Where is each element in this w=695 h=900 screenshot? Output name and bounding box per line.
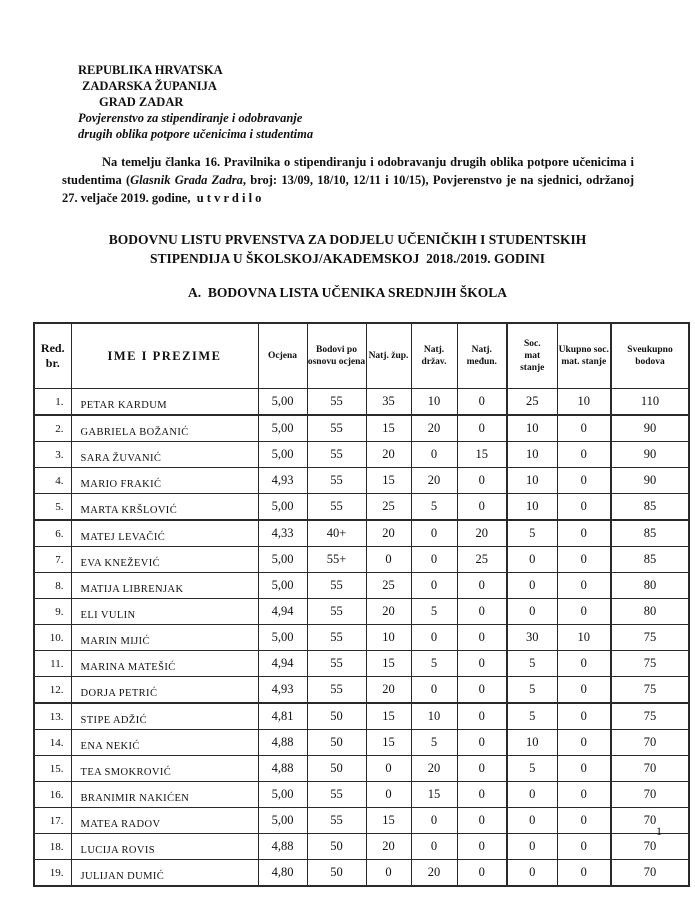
table-row — [34, 730, 689, 756]
total-points-cell: 80 — [611, 573, 689, 599]
table-row — [34, 468, 689, 494]
table-row — [34, 860, 689, 887]
col-header-state-competition: Natj. držav. — [411, 323, 457, 389]
total-points-cell: 70 — [611, 756, 689, 782]
social-status-total-cell: 0 — [557, 834, 611, 860]
grade-points-cell: 55 — [307, 808, 366, 834]
county-competition-cell: 35 — [366, 389, 411, 416]
letterhead-city: GRAD ZADAR — [99, 95, 184, 109]
state-competition-cell: 0 — [411, 625, 457, 651]
international-competition-cell: 0 — [457, 389, 507, 416]
county-competition-cell: 0 — [366, 860, 411, 887]
international-competition-cell: 0 — [457, 573, 507, 599]
social-status-cell: 0 — [507, 834, 557, 860]
state-competition-cell: 5 — [411, 599, 457, 625]
total-points-cell: 90 — [611, 468, 689, 494]
county-competition-cell: 20 — [366, 599, 411, 625]
document-title — [0, 231, 695, 268]
social-status-cell: 0 — [507, 599, 557, 625]
table-row — [34, 756, 689, 782]
international-competition-cell: 25 — [457, 547, 507, 573]
social-status-cell: 5 — [507, 520, 557, 547]
international-competition-cell: 0 — [457, 703, 507, 730]
international-competition-cell: 0 — [457, 730, 507, 756]
total-points-cell: 70 — [611, 782, 689, 808]
document-title-line1: BODOVNU LISTU PRVENSTVA ZA DODJELU UČENIČKIH I STUDENTSKIH — [108, 232, 587, 247]
col-header-social-status-total: Ukupno soc. mat. stanje — [557, 323, 611, 389]
international-competition-cell: 0 — [457, 415, 507, 442]
total-points-cell: 85 — [611, 520, 689, 547]
social-status-total-cell: 0 — [557, 782, 611, 808]
international-competition-cell: 15 — [457, 442, 507, 468]
international-competition-cell: 0 — [457, 468, 507, 494]
social-status-total-cell: 10 — [557, 389, 611, 416]
county-competition-cell: 15 — [366, 808, 411, 834]
student-name-cell: MATEJ LEVAČIĆ — [71, 520, 258, 547]
social-status-total-cell: 10 — [557, 625, 611, 651]
state-competition-cell: 20 — [411, 415, 457, 442]
social-status-cell: 25 — [507, 389, 557, 416]
county-competition-cell: 25 — [366, 573, 411, 599]
international-competition-cell: 0 — [457, 808, 507, 834]
social-status-cell: 5 — [507, 756, 557, 782]
grade-points-cell: 55 — [307, 494, 366, 521]
col-header-grade-points: Bodovi po osnovu ocjena — [307, 323, 366, 389]
col-header-total-points: Sveukupno bodova — [611, 323, 689, 389]
social-status-total-cell: 0 — [557, 520, 611, 547]
grade-cell: 5,00 — [258, 415, 307, 442]
social-status-cell: 5 — [507, 651, 557, 677]
table-row — [34, 547, 689, 573]
state-competition-cell: 0 — [411, 442, 457, 468]
total-points-cell: 110 — [611, 389, 689, 416]
international-competition-cell: 0 — [457, 651, 507, 677]
social-status-cell: 0 — [507, 573, 557, 599]
grade-points-cell: 50 — [307, 834, 366, 860]
grade-cell: 4,93 — [258, 468, 307, 494]
table-row — [34, 494, 689, 521]
county-competition-cell: 15 — [366, 703, 411, 730]
grade-cell: 4,93 — [258, 677, 307, 704]
county-competition-cell: 15 — [366, 468, 411, 494]
social-status-total-cell: 0 — [557, 547, 611, 573]
table-row — [34, 625, 689, 651]
table-row — [34, 808, 689, 834]
international-competition-cell: 0 — [457, 834, 507, 860]
social-status-cell: 10 — [507, 442, 557, 468]
student-name-cell: GABRIELA BOŽANIĆ — [71, 415, 258, 442]
social-status-cell: 10 — [507, 415, 557, 442]
county-competition-cell: 20 — [366, 834, 411, 860]
county-competition-cell: 0 — [366, 756, 411, 782]
state-competition-cell: 10 — [411, 389, 457, 416]
table-row — [34, 573, 689, 599]
social-status-total-cell: 0 — [557, 677, 611, 704]
student-name-cell: DORJA PETRIĆ — [71, 677, 258, 704]
grade-cell: 5,00 — [258, 782, 307, 808]
row-number-cell: 13. — [34, 703, 71, 730]
row-number-cell: 2. — [34, 415, 71, 442]
state-competition-cell: 5 — [411, 651, 457, 677]
total-points-cell: 70 — [611, 730, 689, 756]
row-number-cell: 9. — [34, 599, 71, 625]
international-competition-cell: 0 — [457, 756, 507, 782]
state-competition-cell: 20 — [411, 860, 457, 887]
col-header-county-competition: Natj. žup. — [366, 323, 411, 389]
state-competition-cell: 15 — [411, 782, 457, 808]
total-points-cell: 80 — [611, 599, 689, 625]
county-competition-cell: 20 — [366, 677, 411, 704]
total-points-cell: 90 — [611, 415, 689, 442]
table-row — [34, 703, 689, 730]
total-points-cell: 75 — [611, 651, 689, 677]
intro-emphasis-gazette: Glasnik Grada Zadra — [130, 173, 243, 187]
county-competition-cell: 10 — [366, 625, 411, 651]
score-table-body — [34, 389, 689, 887]
row-number-cell: 4. — [34, 468, 71, 494]
col-header-international-competition: Natj. međun. — [457, 323, 507, 389]
student-name-cell: TEA SMOKROVIĆ — [71, 756, 258, 782]
grade-points-cell: 55 — [307, 442, 366, 468]
state-competition-cell: 0 — [411, 573, 457, 599]
table-row — [34, 520, 689, 547]
state-competition-cell: 10 — [411, 703, 457, 730]
letterhead — [78, 62, 313, 142]
social-status-cell: 0 — [507, 547, 557, 573]
total-points-cell: 70 — [611, 860, 689, 887]
social-status-total-cell: 0 — [557, 442, 611, 468]
letterhead-country: REPUBLIKA HRVATSKA — [78, 63, 223, 77]
row-number-cell: 16. — [34, 782, 71, 808]
grade-cell: 5,00 — [258, 808, 307, 834]
row-number-cell: 8. — [34, 573, 71, 599]
grade-cell: 5,00 — [258, 625, 307, 651]
total-points-cell: 70 — [611, 834, 689, 860]
social-status-total-cell: 0 — [557, 703, 611, 730]
social-status-total-cell: 0 — [557, 860, 611, 887]
social-status-total-cell: 0 — [557, 468, 611, 494]
grade-cell: 5,00 — [258, 442, 307, 468]
social-status-cell: 5 — [507, 677, 557, 704]
intro-text-before: Na temelju članka 16. Pravilnika o stipendiranju i odobravanju drugih oblika potpore učenicima i studentima ( — [62, 155, 634, 187]
grade-points-cell: 55+ — [307, 547, 366, 573]
table-row — [34, 677, 689, 704]
grade-cell: 5,00 — [258, 573, 307, 599]
row-number-cell: 14. — [34, 730, 71, 756]
score-table-header — [34, 323, 689, 389]
col-header-name: IME I PREZIME — [71, 323, 258, 389]
row-number-cell: 10. — [34, 625, 71, 651]
student-name-cell: LUCIJA ROVIS — [71, 834, 258, 860]
grade-cell: 5,00 — [258, 547, 307, 573]
student-name-cell: PETAR KARDUM — [71, 389, 258, 416]
row-number-cell: 1. — [34, 389, 71, 416]
grade-cell: 4,81 — [258, 703, 307, 730]
grade-points-cell: 55 — [307, 389, 366, 416]
row-number-cell: 5. — [34, 494, 71, 521]
student-name-cell: MARIN MIJIĆ — [71, 625, 258, 651]
international-competition-cell: 0 — [457, 782, 507, 808]
col-header-social-status: Soc. mat stanje — [507, 323, 557, 389]
grade-cell: 4,33 — [258, 520, 307, 547]
row-number-cell: 17. — [34, 808, 71, 834]
state-competition-cell: 20 — [411, 468, 457, 494]
row-number-cell: 3. — [34, 442, 71, 468]
table-row — [34, 442, 689, 468]
grade-cell: 4,94 — [258, 651, 307, 677]
grade-cell: 4,88 — [258, 756, 307, 782]
total-points-cell: 85 — [611, 494, 689, 521]
grade-points-cell: 55 — [307, 625, 366, 651]
total-points-cell: 90 — [611, 442, 689, 468]
state-competition-cell: 5 — [411, 730, 457, 756]
international-competition-cell: 0 — [457, 599, 507, 625]
county-competition-cell: 0 — [366, 782, 411, 808]
table-row — [34, 389, 689, 416]
state-competition-cell: 0 — [411, 520, 457, 547]
state-competition-cell: 0 — [411, 547, 457, 573]
intro-text-after: , broj: 13/09, 18/10, 12/11 i 10/15), Povjerenstvo je na sjednici, održanoj 27. veljače 2019. godine, u t v r d i l o — [62, 173, 634, 205]
grade-cell: 5,00 — [258, 389, 307, 416]
student-name-cell: MARIO FRAKIĆ — [71, 468, 258, 494]
student-name-cell: SARA ŽUVANIĆ — [71, 442, 258, 468]
row-number-cell: 19. — [34, 860, 71, 887]
social-status-cell: 30 — [507, 625, 557, 651]
grade-cell: 4,88 — [258, 834, 307, 860]
student-name-cell: JULIJAN DUMIĆ — [71, 860, 258, 887]
total-points-cell: 75 — [611, 703, 689, 730]
section-title: A. BODOVNA LISTA UČENIKA SREDNJIH ŠKOLA — [188, 285, 507, 300]
document-title-line2: STIPENDIJA U ŠKOLSKOJ/AKADEMSKOJ 2018./2019. GODINI — [150, 250, 545, 266]
international-competition-cell: 0 — [457, 860, 507, 887]
social-status-total-cell: 0 — [557, 494, 611, 521]
social-status-total-cell: 0 — [557, 651, 611, 677]
student-name-cell: MARTA KRŠLOVIĆ — [71, 494, 258, 521]
international-competition-cell: 20 — [457, 520, 507, 547]
grade-points-cell: 50 — [307, 730, 366, 756]
grade-points-cell: 50 — [307, 756, 366, 782]
total-points-cell: 75 — [611, 625, 689, 651]
social-status-cell: 0 — [507, 860, 557, 887]
social-status-total-cell: 0 — [557, 808, 611, 834]
state-competition-cell: 0 — [411, 834, 457, 860]
row-number-cell: 12. — [34, 677, 71, 704]
table-row — [34, 834, 689, 860]
letterhead-committee-line1: Povjerenstvo za stipendiranje i odobravanje — [78, 111, 303, 125]
total-points-cell: 85 — [611, 547, 689, 573]
county-competition-cell: 15 — [366, 651, 411, 677]
grade-points-cell: 55 — [307, 782, 366, 808]
student-name-cell: EVA KNEŽEVIĆ — [71, 547, 258, 573]
grade-points-cell: 55 — [307, 468, 366, 494]
state-competition-cell: 0 — [411, 808, 457, 834]
social-status-total-cell: 0 — [557, 730, 611, 756]
score-table — [33, 322, 690, 887]
page-number: 1 — [656, 824, 662, 838]
student-name-cell: BRANIMIR NAKIĆEN — [71, 782, 258, 808]
student-name-cell: ELI VULIN — [71, 599, 258, 625]
social-status-cell: 10 — [507, 730, 557, 756]
social-status-total-cell: 0 — [557, 599, 611, 625]
state-competition-cell: 5 — [411, 494, 457, 521]
row-number-cell: 11. — [34, 651, 71, 677]
grade-points-cell: 55 — [307, 573, 366, 599]
row-number-cell: 7. — [34, 547, 71, 573]
table-row — [34, 651, 689, 677]
state-competition-cell: 0 — [411, 677, 457, 704]
grade-points-cell: 55 — [307, 415, 366, 442]
student-name-cell: MATIJA LIBRENJAK — [71, 573, 258, 599]
table-row — [34, 599, 689, 625]
social-status-cell: 0 — [507, 782, 557, 808]
social-status-total-cell: 0 — [557, 756, 611, 782]
international-competition-cell: 0 — [457, 677, 507, 704]
county-competition-cell: 15 — [366, 415, 411, 442]
grade-points-cell: 50 — [307, 703, 366, 730]
table-row — [34, 415, 689, 442]
grade-points-cell: 55 — [307, 677, 366, 704]
col-header-grade: Ocjena — [258, 323, 307, 389]
international-competition-cell: 0 — [457, 494, 507, 521]
grade-points-cell: 55 — [307, 599, 366, 625]
student-name-cell: MATEA RADOV — [71, 808, 258, 834]
social-status-cell: 5 — [507, 703, 557, 730]
state-competition-cell: 20 — [411, 756, 457, 782]
row-number-cell: 6. — [34, 520, 71, 547]
student-name-cell: STIPE ADŽIĆ — [71, 703, 258, 730]
county-competition-cell: 15 — [366, 730, 411, 756]
grade-points-cell: 50 — [307, 860, 366, 887]
intro-paragraph — [62, 153, 634, 207]
county-competition-cell: 20 — [366, 442, 411, 468]
student-name-cell: MARINA MATEŠIĆ — [71, 651, 258, 677]
total-points-cell: 75 — [611, 677, 689, 704]
table-row — [34, 782, 689, 808]
total-points-cell: 70 — [611, 808, 689, 834]
row-number-cell: 15. — [34, 756, 71, 782]
letterhead-county: ZADARSKA ŽUPANIJA — [82, 79, 217, 93]
county-competition-cell: 20 — [366, 520, 411, 547]
grade-points-cell: 55 — [307, 651, 366, 677]
student-name-cell: ENA NEKIĆ — [71, 730, 258, 756]
social-status-cell: 10 — [507, 494, 557, 521]
international-competition-cell: 0 — [457, 625, 507, 651]
grade-cell: 4,80 — [258, 860, 307, 887]
grade-cell: 5,00 — [258, 494, 307, 521]
social-status-cell: 0 — [507, 808, 557, 834]
social-status-cell: 10 — [507, 468, 557, 494]
social-status-total-cell: 0 — [557, 573, 611, 599]
grade-cell: 4,88 — [258, 730, 307, 756]
county-competition-cell: 0 — [366, 547, 411, 573]
grade-cell: 4,94 — [258, 599, 307, 625]
grade-points-cell: 40+ — [307, 520, 366, 547]
letterhead-committee-line2: drugih oblika potpore učenicima i studentima — [78, 127, 314, 141]
social-status-total-cell: 0 — [557, 415, 611, 442]
col-header-row-number: Red. br. — [34, 323, 71, 389]
row-number-cell: 18. — [34, 834, 71, 860]
county-competition-cell: 25 — [366, 494, 411, 521]
